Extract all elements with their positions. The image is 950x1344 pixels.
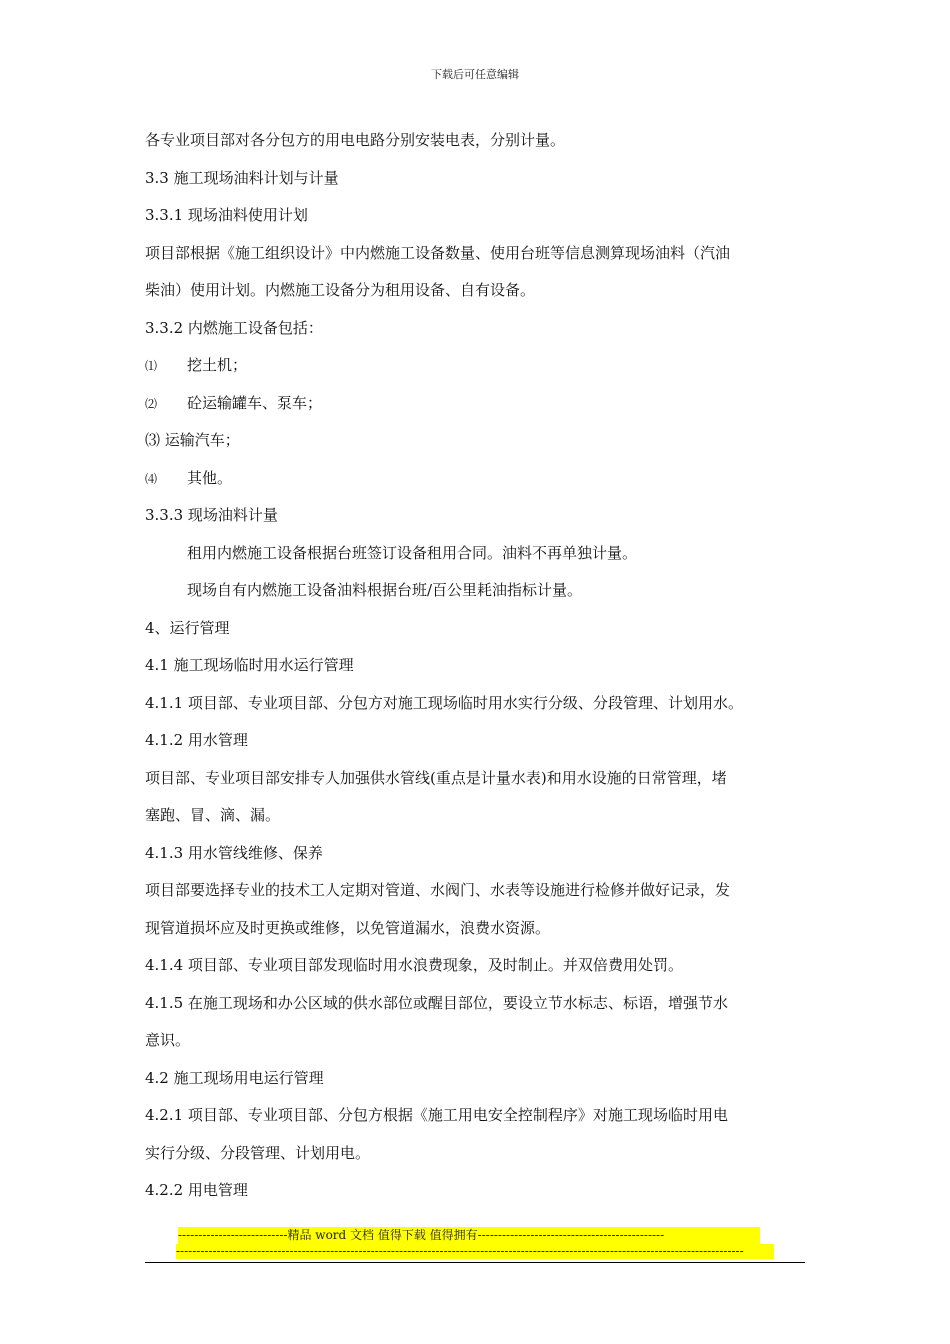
subsection-heading: 3.3.3 现场油料计量 <box>145 506 278 524</box>
paragraph-line: 4.2.1 项目部、专业项目部、分包方根据《施工用电安全控制程序》对施工现场临时用电 <box>145 1106 728 1124</box>
list-text: 砼运输罐车、泵车； <box>187 393 323 412</box>
paragraph-line: 意识。 <box>145 1031 191 1049</box>
document-body <box>145 122 805 1210</box>
subsection-heading: 4.1.3 用水管线维修、保养 <box>145 843 323 862</box>
subsection-heading: 4.2.2 用电管理 <box>145 1181 248 1199</box>
list-text: 挖土机； <box>187 356 248 374</box>
list-item <box>145 347 805 385</box>
subsection-heading: 3.3.1 现场油料使用计划 <box>145 206 308 224</box>
list-item <box>145 460 805 498</box>
section-heading: 4.1 施工现场临时用水运行管理 <box>145 656 354 674</box>
subsection-heading: 4.1.2 用水管理 <box>145 731 248 749</box>
section-heading: 4.2 施工现场用电运行管理 <box>145 1068 324 1087</box>
page-header: 下载后可任意编辑 <box>431 68 519 81</box>
paragraph-line: 4.1.4 项目部、专业项目部发现临时用水浪费现象，及时制止。并双倍费用处罚。 <box>145 956 683 974</box>
paragraph-line: 各专业项目部对各分包方的用电电路分别安装电表，分别计量。 <box>145 131 566 149</box>
list-number: ⑵ <box>145 396 158 411</box>
paragraph-line: 租用内燃施工设备根据台班签订设备租用合同。油料不再单独计量。 <box>187 543 638 562</box>
paragraph-line: 实行分级、分段管理、计划用电。 <box>145 1143 371 1162</box>
paragraph-line: 柴油）使用计划。内燃施工设备分为租用设备、自有设备。 <box>145 281 536 299</box>
footer-dash-line: -------------------------------------------------------------------------------------------------------------------------------------------- <box>176 1244 774 1259</box>
list-text: 其他。 <box>187 468 233 487</box>
list-number: ⑴ <box>145 359 158 373</box>
section-heading: 3.3 施工现场油料计划与计量 <box>145 168 339 187</box>
footer-banner: ---------------------------精品 word 文档 值得下载 值得拥有---------------------------------------------- <box>178 1227 760 1244</box>
footer-rule <box>145 1262 805 1263</box>
list-item: ⑶ 运输汽车； <box>145 431 240 449</box>
paragraph-line: 现场自有内燃施工设备油料根据台班/百公里耗油指标计量。 <box>187 581 583 599</box>
subsection-heading: 3.3.2 内燃施工设备包括： <box>145 318 323 337</box>
paragraph-line: 4.1.5 在施工现场和办公区域的供水部位或醒目部位，要设立节水标志、标语，增强节水 <box>145 993 728 1012</box>
paragraph-line: 塞跑、冒、滴、漏。 <box>145 806 281 824</box>
paragraph-line: 项目部、专业项目部安排专人加强供水管线(重点是计量水表)和用水设施的日常管理，堵 <box>145 768 727 787</box>
list-number: ⑷ <box>145 471 158 486</box>
paragraph-line: 现管道损坏应及时更换或维修，以免管道漏水，浪费水资源。 <box>145 918 551 937</box>
paragraph-line: 项目部要选择专业的技术工人定期对管道、水阀门、水表等设施进行检修并做好记录，发 <box>145 881 731 899</box>
section-heading: 4、运行管理 <box>145 618 230 637</box>
list-item <box>145 385 805 423</box>
paragraph-line: 项目部根据《施工组织设计》中内燃施工设备数量、使用台班等信息测算现场油料（汽油 <box>145 243 731 262</box>
paragraph-line: 4.1.1 项目部、专业项目部、分包方对施工现场临时用水实行分级、分段管理、计划用水。 <box>145 693 743 712</box>
